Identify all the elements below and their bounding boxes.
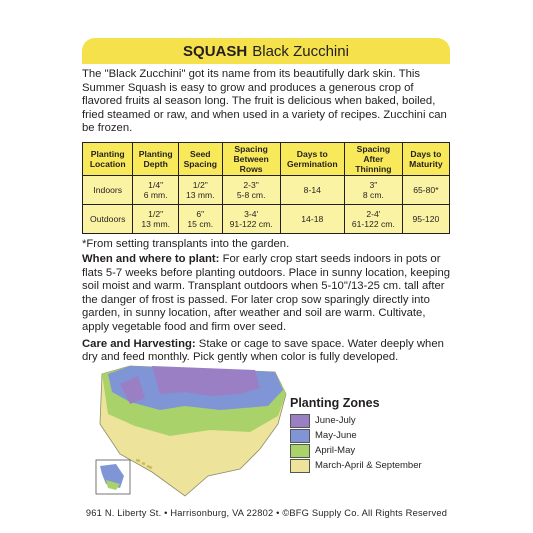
legend-swatch [290, 429, 310, 443]
intro-paragraph: The "Black Zucchini" got its name from its beautifully dark skin. This Summer Squash is easy to grow and produces a generous crop of flavored fruits al season long. The fruit is delicious when baked, boiled, fried steamed or raw, and when used in a variety of recipes. Zucchini can be frozen. [82, 68, 447, 135]
cell-thinning [344, 175, 402, 204]
when-where-section [82, 253, 450, 335]
col-header: Seed Spacing [178, 142, 222, 175]
zone-june-july [152, 366, 260, 396]
col-header: Spacing Between Rows [222, 142, 280, 175]
section-heading: Care and Harvesting: [82, 337, 196, 350]
legend-title: Planting Zones [290, 396, 380, 410]
legend-swatch [290, 414, 310, 428]
cell-imperial: 1/4" [148, 179, 164, 190]
table-header-row [83, 142, 450, 175]
legend-label: March-April & September [315, 460, 422, 471]
legend-item [290, 413, 422, 428]
cell-metric: 6 mm. [143, 189, 168, 200]
cell-metric: 8 cm. [362, 189, 384, 200]
zone-legend [290, 396, 422, 473]
cell-depth [133, 204, 178, 233]
cell-metric: 15 cm. [187, 218, 214, 229]
cell-seed-spacing [178, 175, 222, 204]
cell-germination: 14-18 [280, 204, 344, 233]
cell-metric: 91-122 cm. [229, 218, 273, 229]
variety-name: Black Zucchini [252, 42, 349, 60]
cell-imperial: 2-4' [366, 208, 381, 219]
section-text: Stake or cage to save space. Water deeply when dry and feed monthly. Pick gently when color is fully developed. [82, 337, 444, 364]
col-header: Days to Maturity [402, 142, 449, 175]
us-zone-map [90, 354, 290, 504]
cell-depth [133, 175, 178, 204]
cell-imperial: 6" [196, 208, 205, 219]
legend-swatch [290, 444, 310, 458]
cell-row-spacing [222, 204, 280, 233]
cell-germination: 8-14 [280, 175, 344, 204]
footer-address: 961 N. Liberty St. • Harrisonburg, VA 22802 • ©BFG Supply Co. All Rights Reserved [85, 508, 448, 518]
cell-metric: 5-8 cm. [236, 189, 266, 200]
col-header: Spacing After Thinning [344, 142, 402, 175]
cell-location: Indoors [83, 175, 133, 204]
table-row [83, 204, 450, 233]
table-row [83, 175, 450, 204]
cell-maturity: 65-80* [402, 175, 449, 204]
cell-metric: 13 mm. [185, 189, 215, 200]
cell-metric: 61-122 cm. [351, 218, 395, 229]
section-text: For early crop start seeds indoors in pots or flats 5-7 weeks before planting outdoors. Place in sunny location, keeping soil moist and warm. Transplant outdoors when 5-10"/13-25 cm. tall after the danger of frost is passed. For later crop sow sparingly directly into garden, in sunny location, after weather and soil are warm. Cultivate, apply vegetable food and firm over seed. [82, 252, 451, 333]
legend-item [290, 428, 422, 443]
legend-label: April-May [315, 445, 356, 456]
cell-imperial: 1/2" [148, 208, 164, 219]
col-header: Planting Location [83, 142, 133, 175]
planting-zone-map [90, 354, 450, 504]
legend-label: June-July [315, 415, 356, 426]
legend-item [290, 443, 422, 458]
cell-maturity: 95-120 [402, 204, 449, 233]
cell-seed-spacing [178, 204, 222, 233]
section-heading: When and where to plant: [82, 252, 220, 265]
cell-imperial: 1/2" [192, 179, 208, 190]
seed-packet-back [82, 38, 450, 365]
cell-imperial: 2-3" [243, 179, 259, 190]
cell-row-spacing [222, 175, 280, 204]
crop-name: SQUASH [183, 42, 248, 60]
cell-thinning [344, 204, 402, 233]
legend-item [290, 458, 422, 473]
cell-metric: 13 mm. [141, 218, 170, 229]
planting-table [82, 142, 450, 234]
cell-imperial: 3-4' [244, 208, 259, 219]
col-header: Planting Depth [133, 142, 178, 175]
title-bar [82, 38, 450, 64]
cell-location: Outdoors [83, 204, 133, 233]
legend-label: May-June [315, 430, 357, 441]
legend-swatch [290, 459, 310, 473]
cell-imperial: 3" [369, 179, 378, 190]
col-header: Days to Germination [280, 142, 344, 175]
footnote: *From setting transplants into the garden. [82, 237, 290, 250]
